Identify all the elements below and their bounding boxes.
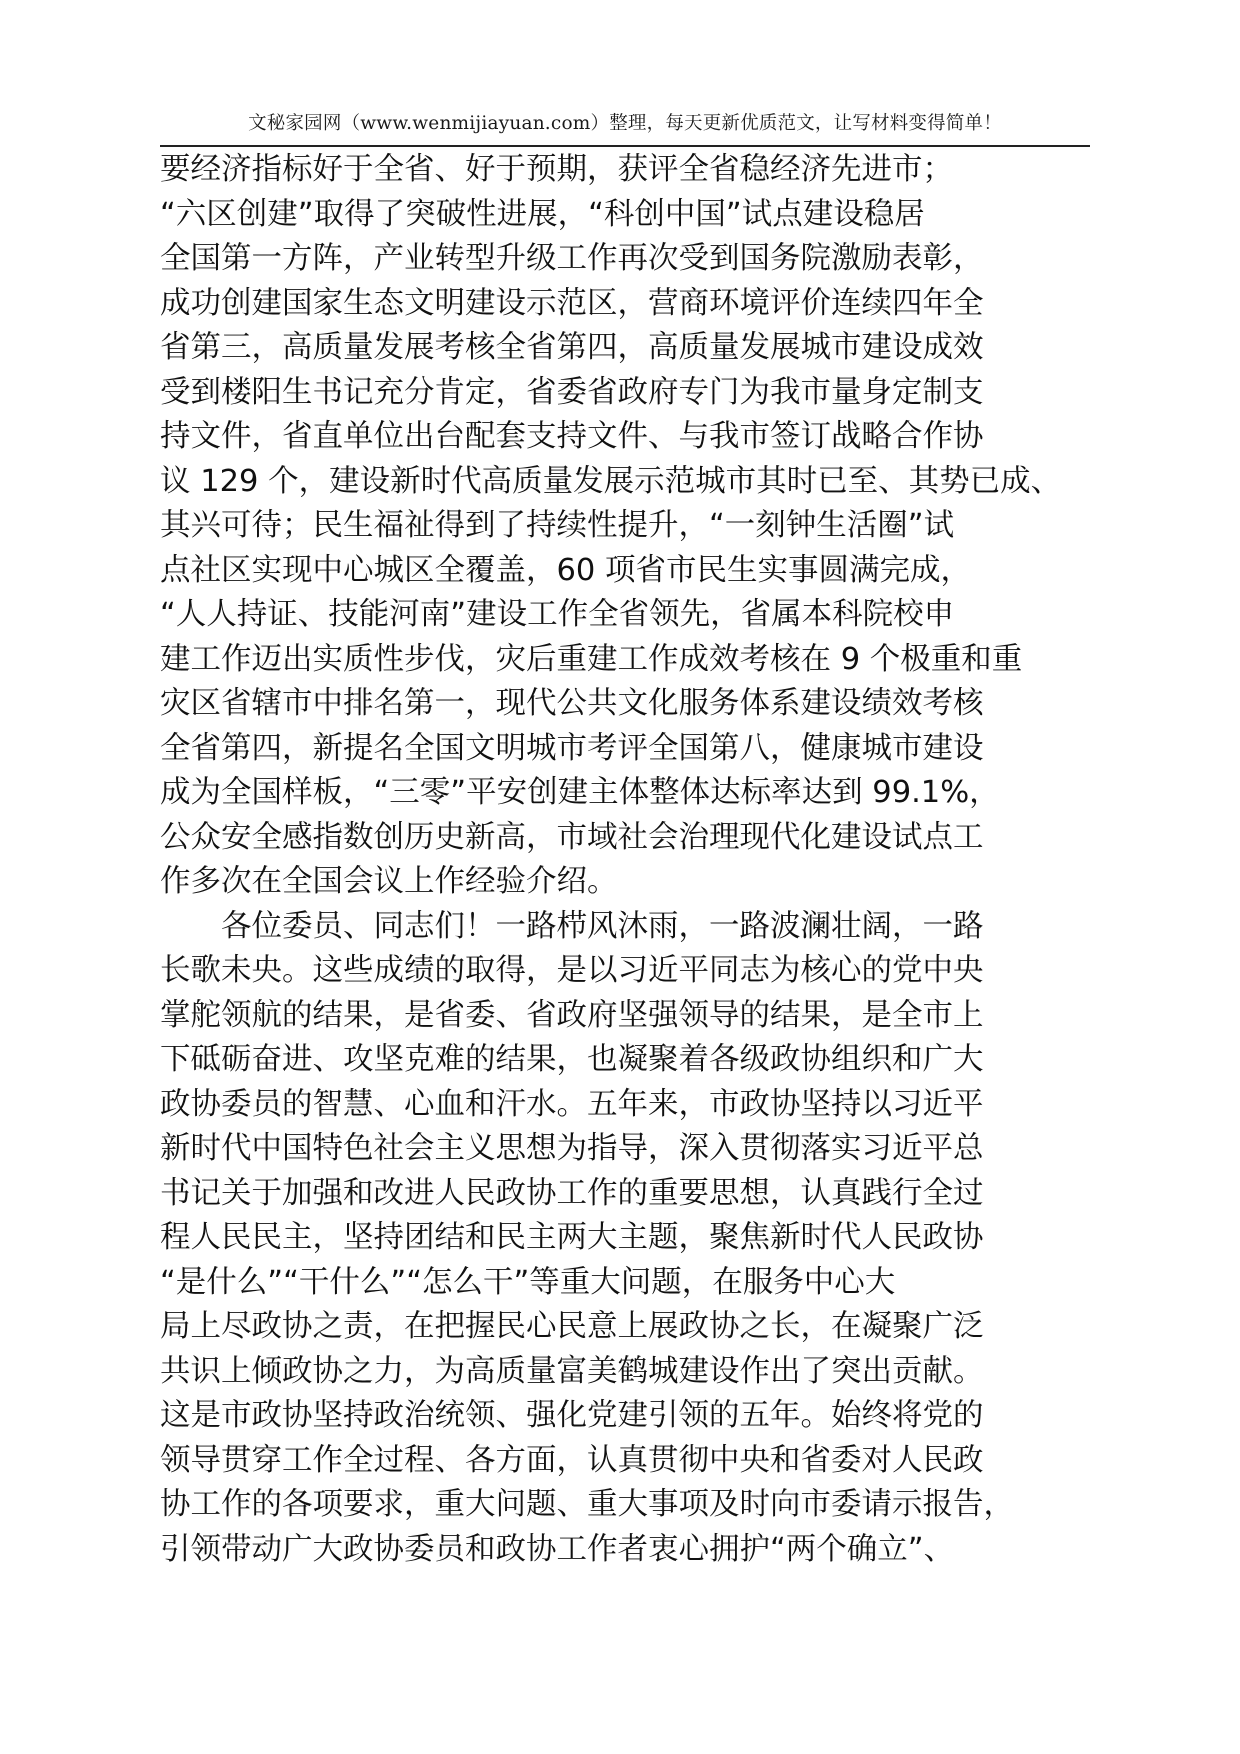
- page-header: 文秘家园网（www.wenmijiayuan.com）整理，每天更新优质范文，让写材料变得简单！: [248, 113, 1002, 134]
- text-line: 共识上倾政协之力，为高质量富美鹤城建设作出了突出贡献。: [160, 1353, 984, 1389]
- text-line: 其兴可待；民生福祉得到了持续性提升，“一刻钟生活圈”试: [160, 508, 955, 543]
- text-line: 领导贯穿工作全过程、各方面，认真贯彻中央和省委对人民政: [160, 1442, 984, 1478]
- text-line: 协工作的各项要求，重大问题、重大事项及时向市委请示报告，: [160, 1487, 1014, 1522]
- text-line: 持文件，省直单位出台配套支持文件、与我市签订战略合作协: [160, 419, 984, 454]
- text-line: 点社区实现中心城区全覆盖，60 项省市民生实事圆满完成，: [160, 552, 972, 588]
- text-line: 政协委员的智慧、心血和汗水。五年来，市政协坚持以习近平: [160, 1086, 984, 1122]
- text-line: 省第三，高质量发展考核全省第四，高质量发展城市建设成效: [160, 330, 984, 365]
- text-line: 成为全国样板，“三零”平安创建主体整体达标率达到 99.1%，: [160, 775, 1000, 810]
- text-line: 程人民民主，坚持团结和民主两大主题，聚焦新时代人民政协: [160, 1220, 984, 1255]
- text-line: 受到楼阳生书记充分肯定，省委省政府专门为我市量身定制支: [160, 374, 984, 410]
- text-line: 下砥砺奋进、攻坚克难的结果，也凝聚着各级政协组织和广大: [160, 1042, 984, 1077]
- text-line: 成功创建国家生态文明建设示范区，营商环境评价连续四年全: [160, 285, 984, 321]
- text-line: 书记关于加强和改进人民政协工作的重要思想，认真践行全过: [160, 1175, 984, 1211]
- text-line: 局上尽政协之责，在把握民心民意上展政协之长，在凝聚广泛: [160, 1309, 984, 1344]
- text-line: 引领带动广大政协委员和政协工作者衷心拥护“两个确立”、: [160, 1531, 955, 1567]
- text-line: 全国第一方阵，产业转型升级工作再次受到国务院激励表彰，: [160, 241, 984, 276]
- text-line: “人人持证、技能河南”建设工作全省领先，省属本科院校申: [160, 597, 955, 632]
- text-line: 要经济指标好于全省、好于预期，获评全省稳经济先进市；: [160, 152, 953, 187]
- text-line: 作多次在全国会议上作经验介绍。: [160, 864, 618, 899]
- text-line: 这是市政协坚持政治统领、强化党建引领的五年。始终将党的: [160, 1398, 984, 1433]
- text-line: 掌舵领航的结果，是省委、省政府坚强领导的结果，是全市上: [160, 997, 984, 1033]
- text-line: 议 129 个，建设新时代高质量发展示范城市其时已至、其势已成、: [160, 463, 1062, 499]
- text-line: 长歌未央。这些成绩的取得，是以习近平同志为核心的党中央: [160, 953, 984, 988]
- text-line: “六区创建”取得了突破性进展，“科创中国”试点建设稳居: [160, 196, 925, 232]
- header-divider: [160, 145, 1090, 147]
- text-line: 新时代中国特色社会主义思想为指导，深入贯彻落实习近平总: [160, 1131, 984, 1166]
- text-line: 全省第四，新提名全国文明城市考评全国第八，健康城市建设: [160, 730, 984, 766]
- text-line: 公众安全感指数创历史新高，市域社会治理现代化建设试点工: [160, 819, 984, 855]
- text-line: “是什么”“干什么”“怎么干”等重大问题，在服务中心大: [160, 1264, 896, 1300]
- text-line: 灾区省辖市中排名第一，现代公共文化服务体系建设绩效考核: [160, 686, 984, 721]
- body-text: [160, 148, 1120, 1572]
- text-line: 建工作迈出实质性步伐，灾后重建工作成效考核在 9 个极重和重: [160, 641, 1023, 677]
- paragraph-start-line: 各位委员、同志们！一路栉风沐雨，一路波澜壮阔，一路: [221, 908, 984, 944]
